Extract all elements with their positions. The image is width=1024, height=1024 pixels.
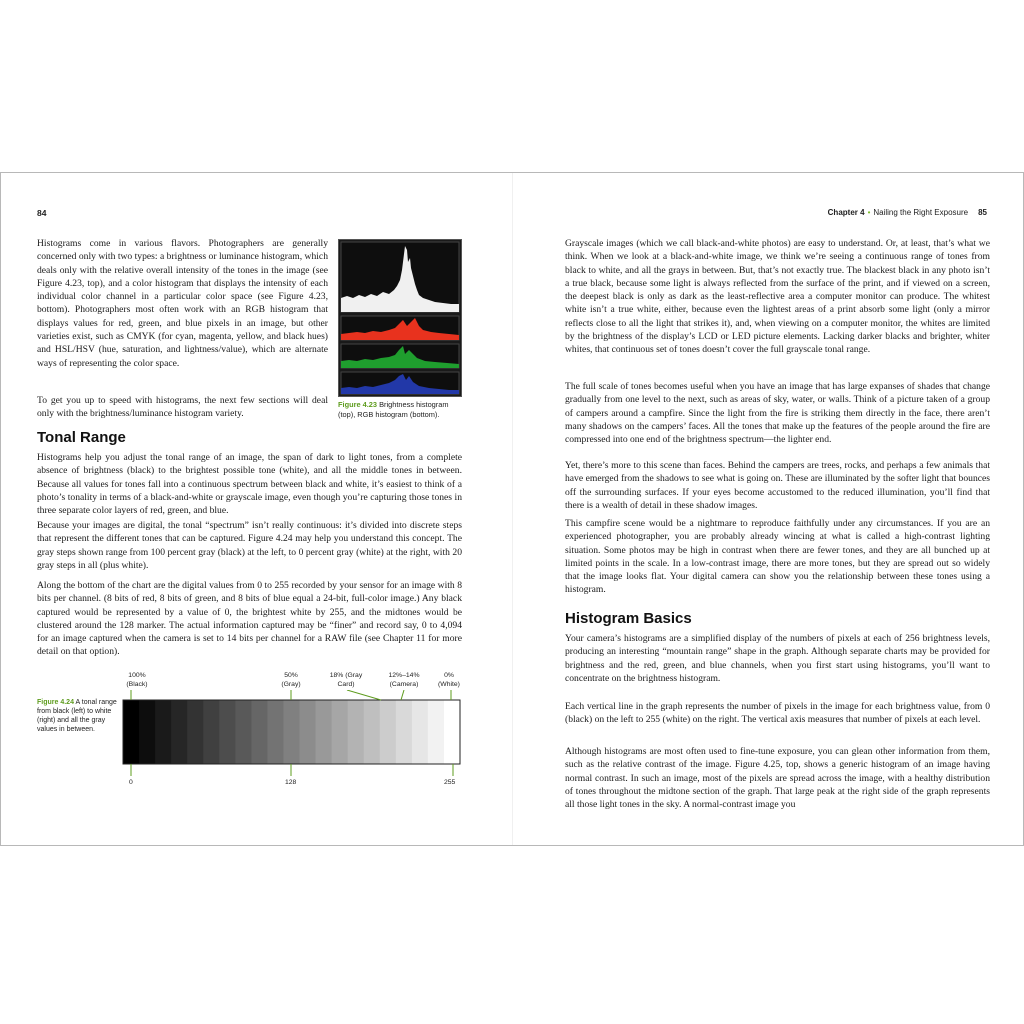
book-spread (0, 172, 1024, 846)
marker-18-gray-card: 18% (Gray Card) (329, 672, 363, 688)
right-paragraph-7: Although histograms are most often used to fine-tune exposure, you can glean other information from them, such as the relative contrast of the image. Figure 4.25, top, shows a generic histogram of an image having normal contrast. In such an image, most of the pixels are spread across the image, with a healthy distribution of tones throughout the midtone section of the graph. That large peak at the right side of the graph represents all those light tones in the sky. A normal-contrast image you (565, 746, 990, 811)
gray-step (412, 700, 429, 764)
figure-4-24-caption (37, 698, 119, 734)
chapter-label: Chapter 4 (827, 208, 865, 217)
gutter (512, 173, 513, 845)
figure-4-23-caption (338, 400, 462, 419)
figure-4-23-label: Figure 4.23 (338, 400, 378, 409)
gray-step-chart (119, 690, 464, 778)
heading-histogram-basics: Histogram Basics (565, 610, 692, 627)
figure-4-23-histogram (338, 239, 462, 397)
chapter-title: Nailing the Right Exposure (873, 208, 969, 217)
gray-step (235, 700, 252, 764)
left-paragraph-4: Because your images are digital, the tonal “spectrum” isn’t really continuous: it’s divided into discrete steps that represent the different tones that can be captured. Figure 4.24 may help you understand this concept. The gray steps shown range from 100 percent gray (black) at the left, to 0 percent gray (white) at the right, with 20 gray steps in all (plus white). (37, 520, 462, 571)
left-paragraph-1: Histograms come in various flavors. Photographers are generally concerned only with two types: a brightness or luminance histogram, which deals only with the relative overall intensity of the tones in the image (see Figure 4.23, top), and a color histogram that displays the intensity of each individual color channel in a particular color space (see Figure 4.23, bottom). Photographers most often work with an RGB histogram that displays values for red, green, and blue pixels in an image, but other varieties exist, such as CMYK (for cyan, magenta, yellow, and black hues) and HSL/HSV (hue, saturation, and lightness/value), which are alternate ways of representing the color space. (37, 238, 328, 369)
gray-step (203, 700, 220, 764)
gray-step (139, 700, 156, 764)
right-paragraph-5: Your camera’s histograms are a simplified display of the numbers of pixels at each of 256 brightness levels, producing an interesting “mountain range” shape in the graph. Although separate charts may be provided for brightness and the red, green, and blue channels, when you first start using histograms, you’ll want to concentrate on the brightness histogram. (565, 633, 990, 684)
gray-step (332, 700, 349, 764)
tick-label-128: 128 (285, 779, 297, 786)
gray-step (380, 700, 397, 764)
right-paragraph-6: Each vertical line in the graph represents the number of pixels in the image for each brightness value, from 0 (black) on the left to 255 (white) on the right. The vertical axis measures that number of pixels at each level. (565, 701, 990, 726)
gray-step (364, 700, 381, 764)
gray-step (428, 700, 445, 764)
gray-step (123, 700, 140, 764)
leader-18 (347, 690, 381, 700)
marker-100-black: 100% (Black) (126, 672, 148, 688)
tick-label-0: 0 (129, 779, 133, 786)
left-page-number: 84 (37, 208, 47, 218)
leader-12 (401, 690, 404, 700)
gray-step (316, 700, 333, 764)
tick-label-255: 255 (444, 779, 456, 786)
gray-step (267, 700, 284, 764)
gray-step (300, 700, 317, 764)
right-paragraph-4: This campfire scene would be a nightmare to reproduce faithfully under any circumstances. If you are an experienced photographer, you are probably already wincing at what is called a high-contrast lighting situation. Some photos may be high in contrast when there are fewer tones, and they are all bunched up at limited points in the scale. In a low-contrast image, there are more tones, but they are spread out so widely that the image looks flat. Your digital camera can show you the relationship between these tones using a histogram. (565, 518, 990, 596)
bullet-dot: • (867, 208, 871, 217)
left-paragraph-3: Histograms help you adjust the tonal range of an image, the span of dark to light tones, from a complete absence of brightness (black) to the brightest possible tone (white), and all the middle tones in between. Because all values for tones fall into a continuous spectrum between black and white, it’s easiest to think of a photo’s tonality in terms of a black-and-white or grayscale image, even though you’re capturing those tones in three separate color layers of red, green, and blue. (37, 452, 462, 517)
heading-tonal-range: Tonal Range (37, 429, 126, 446)
gray-step (171, 700, 188, 764)
figure-4-23-caption-text: Brightness histogram (top), RGB histogram (bottom). (338, 400, 449, 419)
figure-4-24-caption-text: A tonal range from black (left) to white (right) and all the gray values in between. (37, 699, 117, 733)
gray-step (444, 700, 461, 764)
gray-step (283, 700, 300, 764)
right-paragraph-3: Yet, there’s more to this scene than faces. Behind the campers are trees, rocks, and perhaps a few animals that have emerged from the shadows to see what is going on. These are illuminated by the softer light that bounces off the surrounding surfaces. If your eyes become accustomed to the reduced illumination, you’ll find that there is a wealth of detail in these shadow images. (565, 460, 990, 511)
marker-0-white: 0% (White) (438, 672, 460, 688)
figure-4-24-label: Figure 4.24 (37, 699, 74, 706)
left-paragraph-2: To get you up to speed with histograms, the next few sections will deal only with the brightness/luminance histogram variety. (37, 395, 328, 420)
gray-step (219, 700, 236, 764)
gray-step (187, 700, 204, 764)
gray-step (396, 700, 413, 764)
gray-step (251, 700, 268, 764)
left-paragraph-5: Along the bottom of the chart are the digital values from 0 to 255 recorded by your sensor for an image with 8 bits per channel. (8 bits of red, 8 bits of green, and 8 bits of blue equal a 24-bit, full-color image.) Any black captured would be represented by a value of 0, the brightest white by 255, and the midtones would be clustered around the 128 marker. The actual information captured may be “finer” and record say, 0 to 4,094 for an image captured when the camera is set to 14 bits per channel for a RAW file (see Chapter 11 for more detail on that option). (37, 580, 462, 658)
gray-step (155, 700, 172, 764)
right-page-number: 85 (978, 208, 987, 217)
marker-12-14-camera: 12%–14% (Camera) (388, 672, 420, 688)
right-paragraph-1: Grayscale images (which we call black-and-white photos) are easy to understand. Or, at least, that’s what we think. When we look at a black-and-white image, we think we’re seeing a continuous range of tones from black to white, and all the grays in between. But, that’s not exactly true. The blackest black in any photo isn’t a true black, because some light is always reflected from the surface of the print, and if viewed on a screen, the deepest black is only as dark as the least-reflective area a computer monitor can produce. The whitest white isn’t a true white, either, because even the lightest areas of a print absorb some light (only a mirror reflects close to all the light that strikes it), and, when viewing on a computer monitor, the whites are limited by the brightness of the display’s LCD or LED picture elements. Lacking darker blacks and brighter, whiter whites, that continuous set of tones doesn’t cover the full grayscale tonal range. (565, 238, 990, 356)
running-head (828, 208, 987, 217)
gray-step (348, 700, 365, 764)
marker-50-gray: 50% (Gray) (281, 672, 301, 688)
right-paragraph-2: The full scale of tones becomes useful when you have an image that has large expanses of shades that change gradually from one level to the next, such as areas of sky, water, or walls. Think of a picture taken of a group of campers around a campfire. Since the light from the fire is striking them directly in the face, there aren’t many shadows on the campers’ faces. All the tones that make up the features of the people around the fire are compressed into one end of the brightness spectrum—the lighter end. (565, 381, 990, 446)
